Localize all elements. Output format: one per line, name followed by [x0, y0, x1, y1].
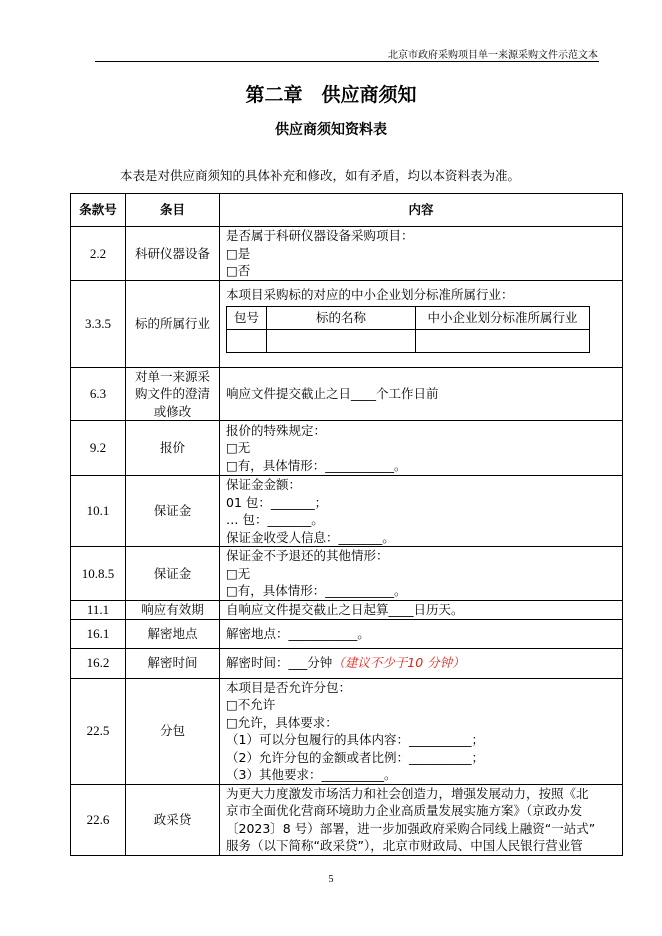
content-line — [226, 227, 616, 245]
table-row — [71, 547, 623, 601]
content-text: 本项目采购标的对应的中小企业划分标准所属行业： — [226, 287, 514, 303]
content-line — [226, 837, 616, 855]
intro-paragraph: 本表是对供应商须知的具体补充和修改，如有矛盾，均以本资料表为准。 — [120, 168, 521, 183]
item-name: 科研仪器设备 — [126, 227, 220, 281]
table-row — [71, 648, 623, 678]
industry-cell[interactable] — [227, 329, 267, 352]
content-line — [226, 820, 616, 838]
content-line — [226, 749, 616, 767]
table-row — [71, 227, 623, 281]
content-text: □允许，具体要求： — [226, 714, 338, 730]
content-text: 报价的特殊规定： — [226, 422, 327, 438]
table-title: 供应商须知资料表 — [275, 122, 387, 138]
clause-no: 10.8.5 — [71, 547, 126, 601]
table-row — [71, 280, 623, 367]
item-name: 报价 — [126, 421, 220, 476]
content-line — [226, 582, 616, 600]
content-text: （1）可以分包履行的具体内容：__________； — [226, 732, 484, 747]
content-text: 本项目是否允许分包： — [226, 679, 352, 695]
content-text: □否 — [226, 263, 251, 278]
item-name: 响应有效期 — [126, 600, 220, 619]
industry-table-header: 标的名称 — [267, 306, 416, 329]
item-name: 保证金 — [126, 476, 220, 547]
content-line — [226, 766, 616, 784]
content-line — [226, 422, 616, 440]
running-header: 北京市政府采购项目单一来源采购文件示范文本 — [388, 50, 598, 61]
table-row — [71, 600, 623, 619]
item-content — [220, 784, 623, 855]
table-row — [71, 367, 623, 421]
item-content — [220, 547, 623, 601]
table-row — [71, 784, 623, 855]
content-line — [226, 731, 616, 749]
clause-no: 9.2 — [71, 421, 126, 476]
content-text: □有，具体情形：___________。 — [226, 457, 407, 473]
content-line — [226, 785, 616, 803]
industry-table — [226, 306, 590, 353]
clause-no: 10.1 — [71, 476, 126, 547]
content-line — [226, 625, 616, 643]
content-line — [226, 714, 616, 732]
item-content — [220, 619, 623, 648]
content-text: □无 — [226, 440, 251, 456]
content-text: 响应文件提交截止之日____个工作日前 — [226, 386, 439, 401]
note-text: （建议不少于10 分钟） — [332, 655, 465, 671]
content-text: 〔2023〕8 号）部署，进一步加强政府采购合同线上融资“一站式” — [226, 820, 596, 836]
item-content — [220, 648, 623, 678]
content-line — [226, 286, 616, 304]
industry-table-header: 包号 — [227, 306, 267, 329]
header-rule — [95, 61, 599, 62]
item-content — [220, 227, 623, 281]
item-content — [220, 678, 623, 784]
content-text: □有，具体情形：___________。 — [226, 583, 407, 598]
content-text: 解密地点：___________。 — [226, 625, 370, 641]
content-line — [226, 476, 616, 494]
content-line — [226, 547, 616, 565]
item-name: 分包 — [126, 678, 220, 784]
content-line — [226, 457, 616, 475]
content-line — [226, 696, 616, 714]
table-row — [71, 619, 623, 648]
industry-cell[interactable] — [416, 329, 590, 352]
content-text: （2）允许分包的金额或者比例：__________； — [226, 749, 484, 765]
header-item: 条目 — [126, 194, 220, 227]
clause-no: 22.5 — [71, 678, 126, 784]
content-line — [226, 802, 616, 820]
content-text: 01 包：_______； — [226, 494, 328, 510]
content-text: 为更大力度激发市场活力和社会创造力，增强发展动力，按照《北 — [226, 785, 589, 801]
item-name: 解密地点 — [126, 619, 220, 648]
table-row — [71, 421, 623, 476]
clause-no: 2.2 — [71, 227, 126, 281]
chapter-title: 第二章 供应商须知 — [245, 84, 417, 106]
content-text: 保证金不予退还的其他情形： — [226, 548, 389, 563]
content-line — [226, 601, 616, 619]
page-number: 5 — [328, 874, 334, 885]
industry-table-header: 中小企业划分标准所属行业 — [416, 306, 590, 329]
content-line — [226, 654, 616, 672]
content-line — [226, 385, 616, 403]
item-name: 标的所属行业 — [126, 280, 220, 367]
header-clause-no: 条款号 — [71, 194, 126, 227]
content-line — [226, 245, 616, 263]
content-line — [226, 511, 616, 529]
table-row — [71, 678, 623, 784]
industry-cell[interactable] — [267, 329, 416, 352]
content-text: … 包：_______。 — [226, 512, 324, 527]
item-name: 对单一来源采购文件的澄清或修改 — [126, 367, 220, 421]
item-content — [220, 367, 623, 421]
clause-no: 22.6 — [71, 784, 126, 855]
item-name: 保证金 — [126, 547, 220, 601]
clause-no: 11.1 — [71, 600, 126, 619]
clause-no: 3.3.5 — [71, 280, 126, 367]
content-text: 保证金收受人信息：_______。 — [226, 529, 395, 545]
content-text: □不允许 — [226, 697, 276, 712]
content-text: （3）其他要求：__________。 — [226, 767, 397, 782]
content-text: 京市全面优化营商环境助力企业高质量发展实施方案》（京政办发 — [226, 803, 583, 818]
item-name: 解密时间 — [126, 648, 220, 678]
content-line — [226, 439, 616, 457]
clause-no: 16.2 — [71, 648, 126, 678]
content-text: 解密时间：___分钟 — [226, 655, 333, 671]
item-content — [220, 421, 623, 476]
table-row — [71, 476, 623, 547]
table-header-row — [71, 194, 623, 227]
content-text: 是否属于科研仪器设备采购项目： — [226, 228, 414, 243]
item-name: 政采贷 — [126, 784, 220, 855]
item-content — [220, 476, 623, 547]
supplier-info-table — [70, 193, 623, 856]
clause-no: 16.1 — [71, 619, 126, 648]
content-text: 服务（以下简称“政采贷”），北京市财政局、中国人民银行营业管 — [226, 838, 583, 853]
content-line — [226, 529, 616, 547]
content-line — [226, 494, 616, 512]
item-content — [220, 280, 623, 367]
content-text: □无 — [226, 565, 251, 581]
content-line — [226, 565, 616, 583]
clause-no: 6.3 — [71, 367, 126, 421]
content-line — [226, 262, 616, 280]
item-content — [220, 600, 623, 619]
content-line — [226, 679, 616, 697]
header-content: 内容 — [220, 194, 623, 227]
content-text: □是 — [226, 245, 251, 261]
content-text: 保证金金额： — [226, 477, 302, 492]
content-text: 自响应文件提交截止之日起算____日历天。 — [226, 601, 464, 617]
